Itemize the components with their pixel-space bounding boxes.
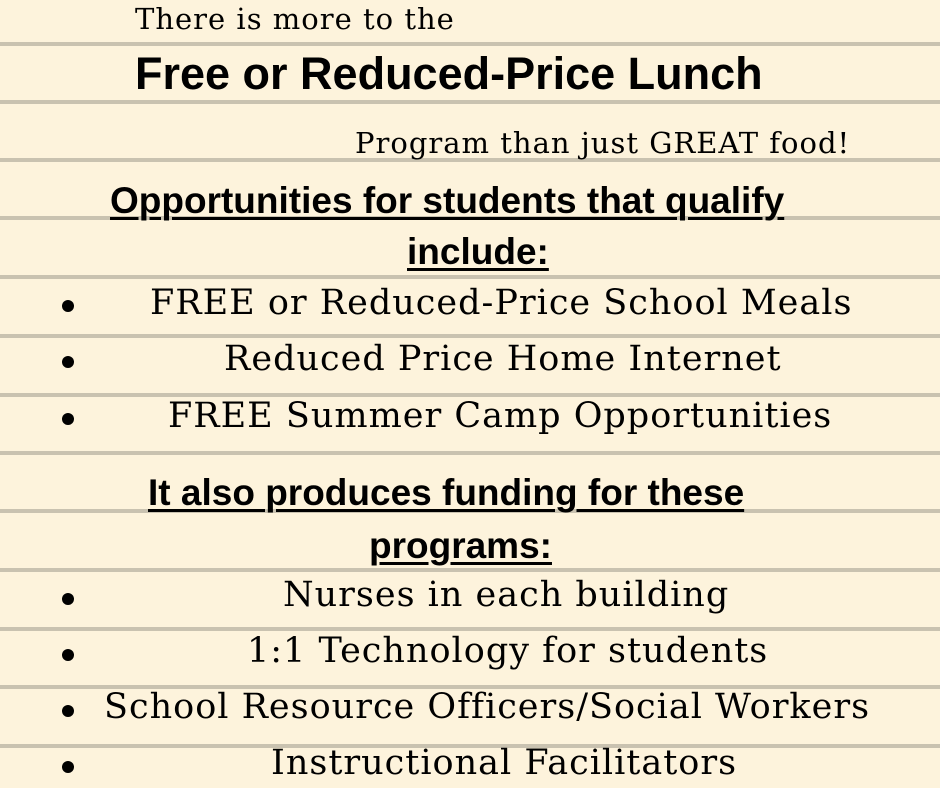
list-item: Reduced Price Home Internet: [224, 339, 782, 379]
bullet-dot: [62, 356, 74, 368]
bullet-dot: [62, 705, 74, 717]
section1-heading-line1: Opportunities for students that qualify: [110, 180, 785, 221]
section1-heading-line2: include:: [407, 231, 549, 272]
list-item: FREE or Reduced-Price School Meals: [150, 283, 853, 323]
section2-heading-line1: It also produces funding for these: [148, 472, 745, 513]
bullet-dot: [62, 593, 74, 605]
page-title: Free or Reduced-Price Lunch: [135, 48, 763, 99]
bullet-dot: [62, 649, 74, 661]
intro-end-text: Program than just GREAT food!: [355, 126, 851, 160]
ruled-line: [0, 100, 940, 104]
ruled-line: [0, 334, 940, 338]
bullet-dot: [62, 413, 74, 425]
list-item: 1:1 Technology for students: [247, 631, 769, 671]
bullet-dot: [62, 761, 74, 773]
bullet-dot: [62, 300, 74, 312]
list-item: Nurses in each building: [283, 575, 730, 615]
list-item: FREE Summer Camp Opportunities: [168, 396, 833, 436]
section2-heading-line2: programs:: [369, 525, 552, 566]
intro-text: There is more to the: [135, 2, 455, 36]
ruled-line: [0, 568, 940, 572]
ruled-line: [0, 451, 940, 455]
list-item: Instructional Facilitators: [271, 743, 738, 783]
ruled-line: [0, 275, 940, 279]
ruled-line: [0, 42, 940, 46]
list-item: School Resource Officers/Social Workers: [104, 687, 871, 727]
